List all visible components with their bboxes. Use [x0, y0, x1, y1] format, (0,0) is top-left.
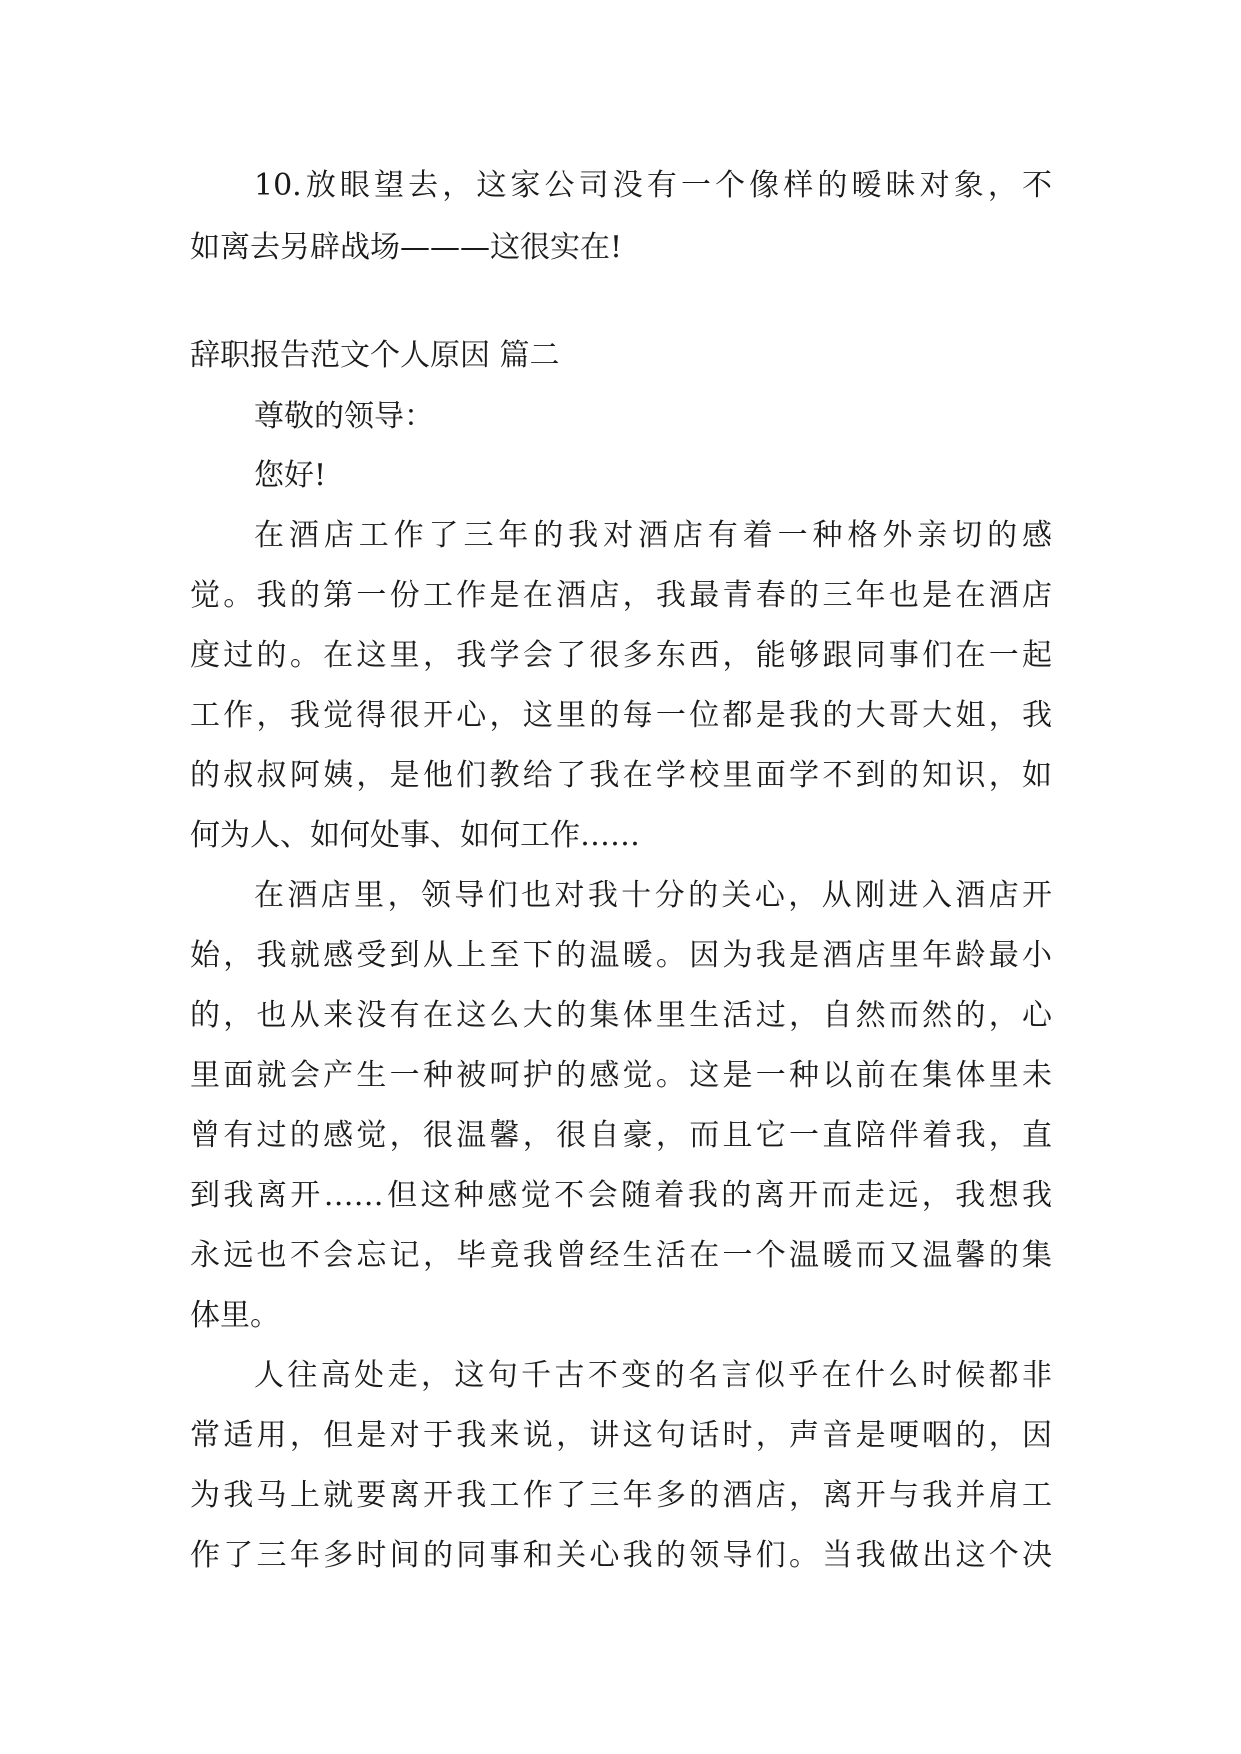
paragraph-1-line-6: 何为人、如何处事、如何工作……	[190, 818, 640, 853]
paragraph-1-line-2: 觉。我的第一份工作是在酒店，我最青春的三年也是在酒店	[190, 578, 1052, 613]
paragraph-1-line-5: 的叔叔阿姨，是他们教给了我在学校里面学不到的知识，如	[190, 758, 1052, 793]
salutation: 尊敬的领导：	[254, 399, 434, 434]
section-heading: 辞职报告范文个人原因 篇二	[190, 338, 560, 373]
item-10-line-2: 如离去另辟战场———这很实在!	[190, 230, 623, 265]
paragraph-2-line-1: 在酒店里，领导们也对我十分的关心，从刚进入酒店开	[254, 878, 1052, 913]
paragraph-2-line-5: 曾有过的感觉，很温馨，很自豪，而且它一直陪伴着我，直	[190, 1118, 1052, 1153]
paragraph-3-line-1: 人往高处走，这句千古不变的名言似乎在什么时候都非	[254, 1358, 1052, 1393]
paragraph-2-line-2: 始，我就感受到从上至下的温暖。因为我是酒店里年龄最小	[190, 938, 1052, 973]
item-10-line-1: 10.放眼望去，这家公司没有一个像样的暧昧对象，不	[254, 168, 1052, 203]
paragraph-2-line-7: 永远也不会忘记，毕竟我曾经生活在一个温暖而又温馨的集	[190, 1238, 1052, 1273]
paragraph-1-line-1: 在酒店工作了三年的我对酒店有着一种格外亲切的感	[254, 518, 1052, 553]
paragraph-2-line-3: 的，也从来没有在这么大的集体里生活过，自然而然的，心	[190, 998, 1052, 1033]
paragraph-3-line-3: 为我马上就要离开我工作了三年多的酒店，离开与我并肩工	[190, 1478, 1052, 1513]
paragraph-1-line-3: 度过的。在这里，我学会了很多东西，能够跟同事们在一起	[190, 638, 1052, 673]
paragraph-2-line-4: 里面就会产生一种被呵护的感觉。这是一种以前在集体里未	[190, 1058, 1052, 1093]
paragraph-2-line-6: 到我离开……但这种感觉不会随着我的离开而走远，我想我	[190, 1178, 1052, 1213]
paragraph-2-line-8: 体里。	[190, 1298, 280, 1333]
paragraph-3-line-4: 作了三年多时间的同事和关心我的领导们。当我做出这个决	[190, 1538, 1052, 1573]
paragraph-1-line-4: 工作，我觉得很开心，这里的每一位都是我的大哥大姐，我	[190, 698, 1052, 733]
paragraph-3-line-2: 常适用，但是对于我来说，讲这句话时，声音是哽咽的，因	[190, 1418, 1052, 1453]
greeting: 您好!	[254, 458, 327, 493]
